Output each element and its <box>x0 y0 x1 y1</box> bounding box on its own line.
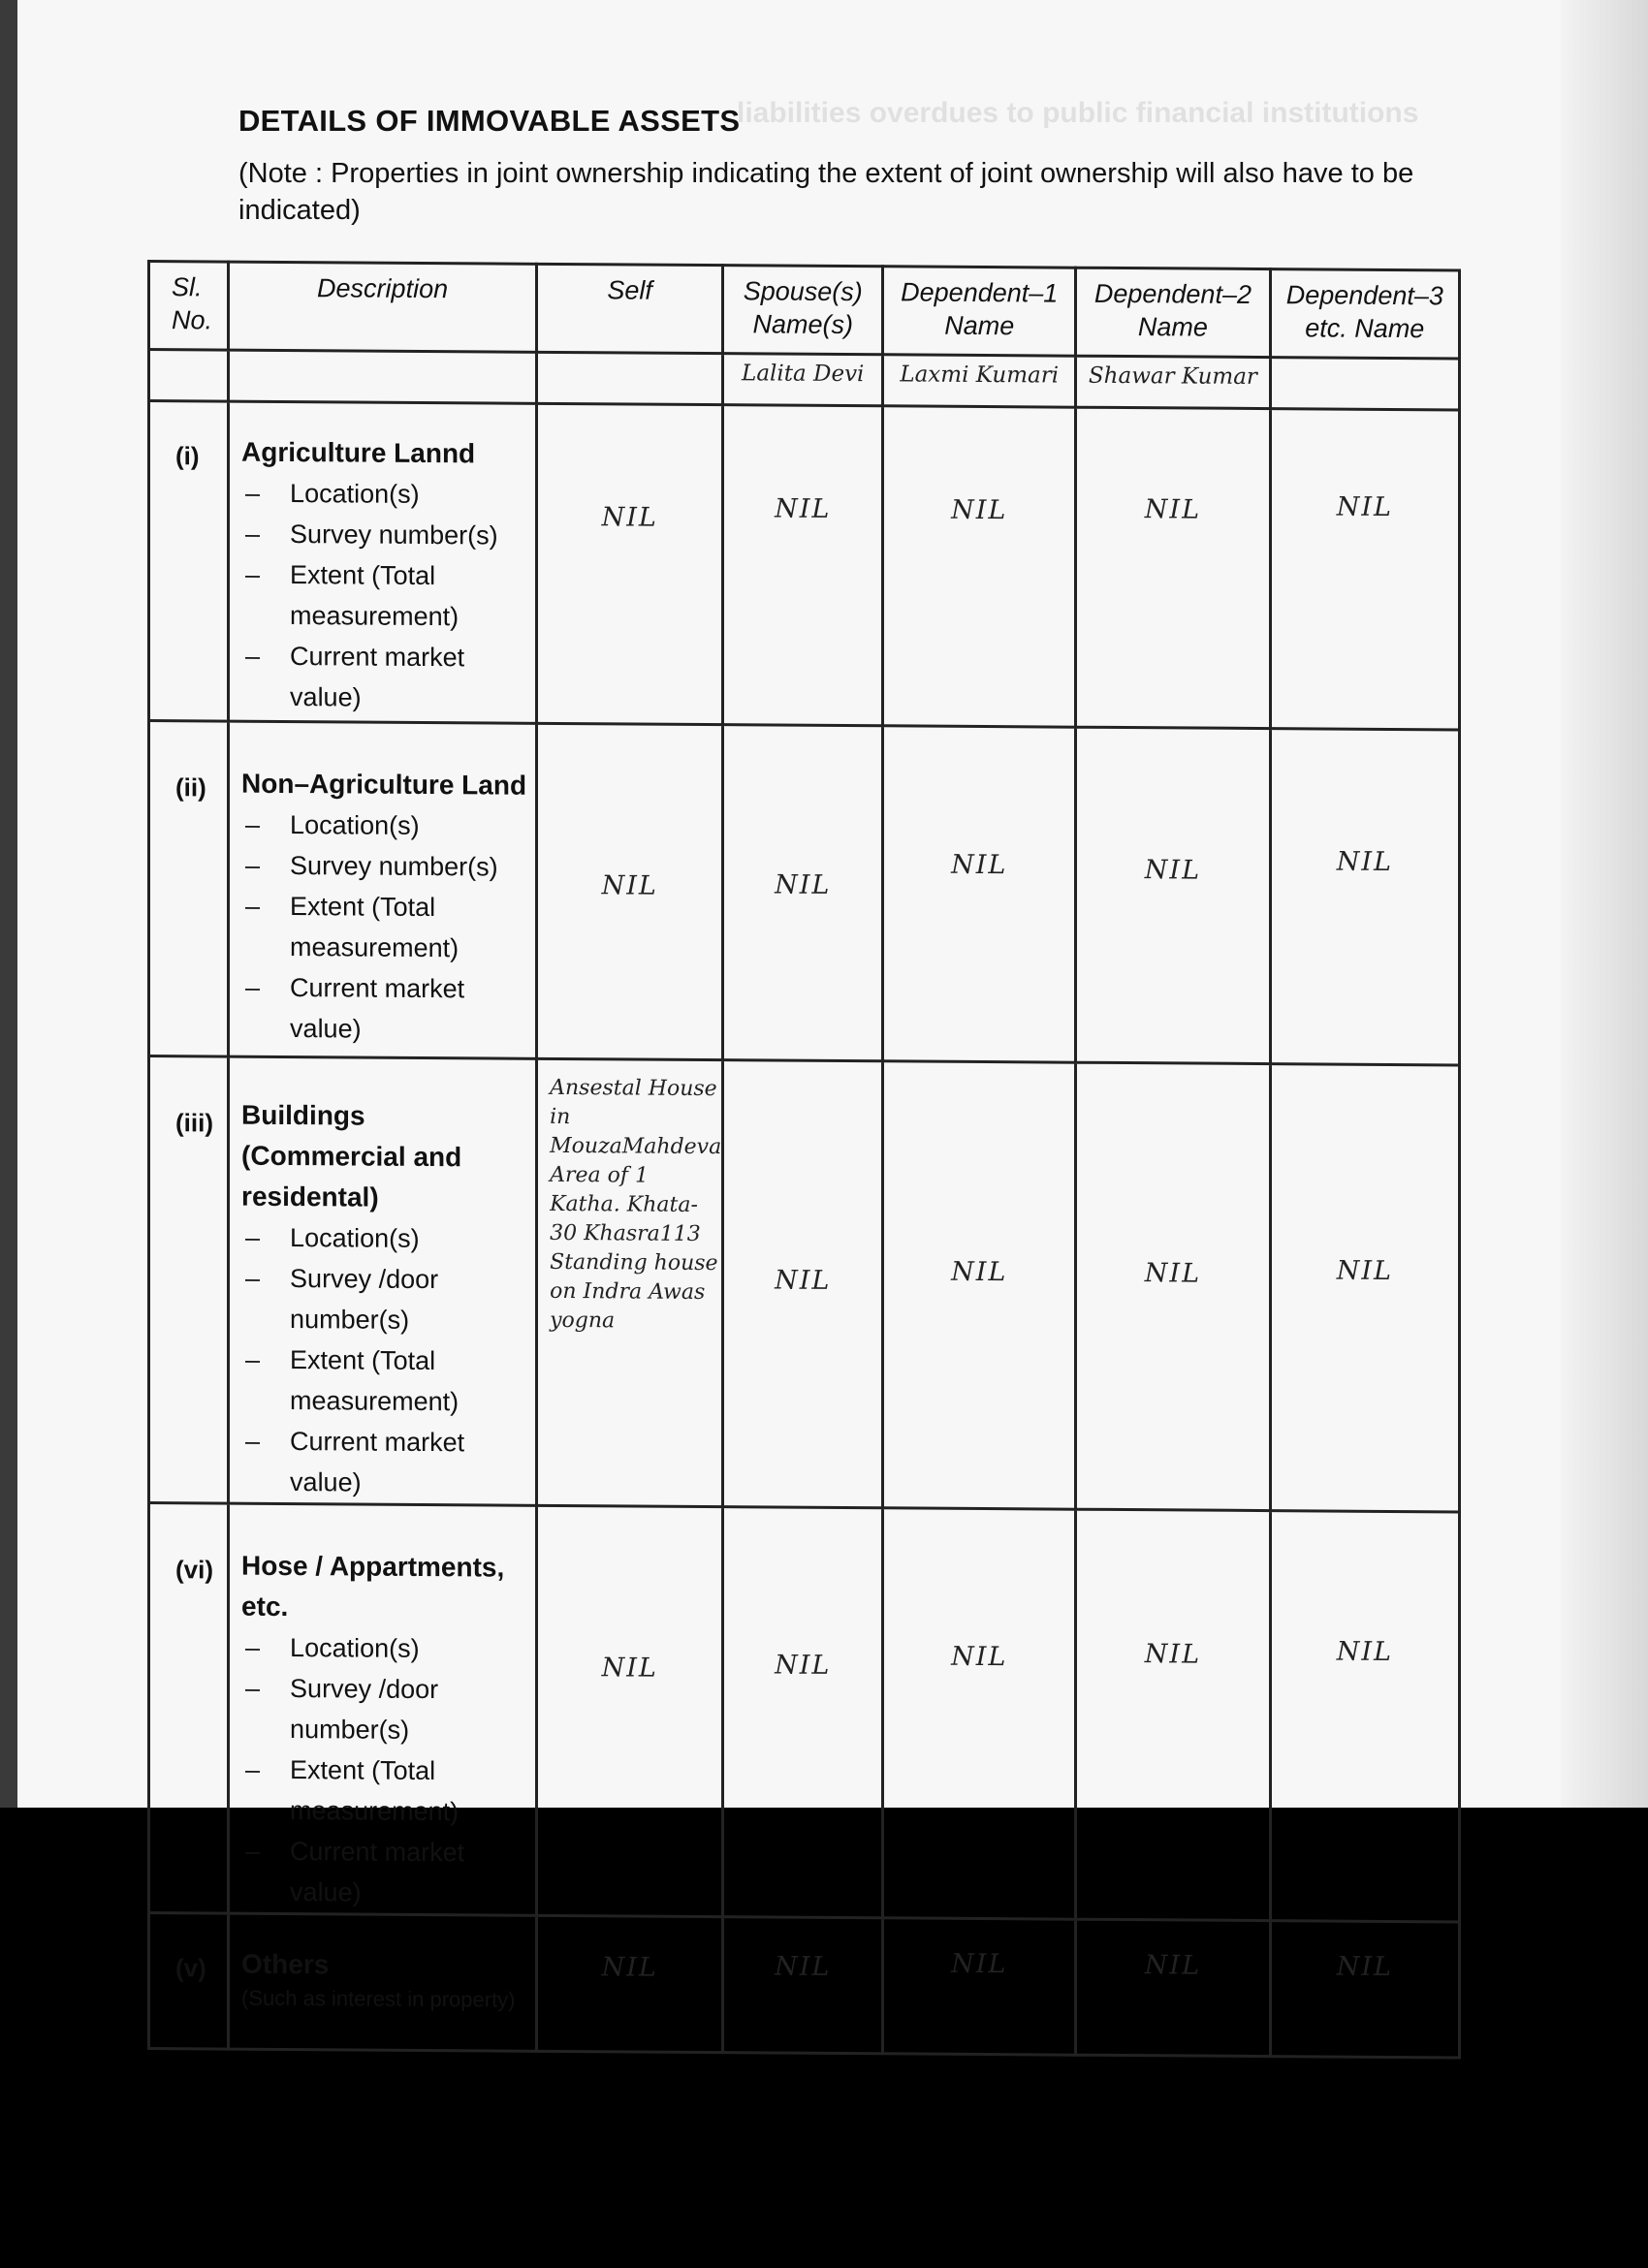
section-description <box>229 721 537 1058</box>
header-dependent-3: Dependent–3 etc. Name <box>1270 269 1459 359</box>
dependent-1-value: NIL <box>883 1508 1076 1919</box>
dependent-3-value: NIL <box>1270 1511 1459 1922</box>
spouse-value: NIL <box>723 1060 883 1508</box>
section-heading: Buildings (Commercial and residental) <box>241 1099 462 1213</box>
spouse-name: Lalita Devi <box>723 354 883 406</box>
list-item: – Survey number(s) <box>245 850 498 882</box>
dependent-1-name: Laxmi Kumari <box>883 355 1076 407</box>
section-number: (i) <box>149 401 229 722</box>
section-heading: Agriculture Lannd <box>241 436 476 469</box>
section-description <box>229 1913 537 2051</box>
table-row <box>149 721 1460 1065</box>
dependent-2-value: NIL <box>1076 1509 1270 1920</box>
dependent-2-value: NIL <box>1076 1062 1270 1510</box>
table-row <box>149 1056 1460 1512</box>
list-item: – Location(s) <box>245 809 420 840</box>
table-row <box>149 401 1460 730</box>
section-number: (vi) <box>149 1503 229 1914</box>
section-number: (v) <box>149 1913 229 2050</box>
dependent-3-value: NIL <box>1270 409 1459 730</box>
self-value: NIL <box>537 403 723 724</box>
header-sl: Sl. No. <box>149 262 229 351</box>
list-item: – Survey number(s) <box>245 519 498 551</box>
list-item: – Location(s) <box>245 1222 420 1253</box>
section-number: (iii) <box>149 1056 229 1504</box>
dependent-2-name: Shawar Kumar <box>1076 356 1270 408</box>
header-self: Self <box>537 264 723 353</box>
list-item: – Extent (Total measurement) <box>245 559 460 632</box>
list-item: – Extent (Total measurement) <box>245 891 460 963</box>
dependent-2-value: NIL <box>1076 727 1270 1063</box>
header-dependent-2: Dependent–2 Name <box>1076 268 1270 357</box>
section-heading: Hose / Appartments, etc. <box>241 1550 505 1622</box>
page-title: DETAILS OF IMMOVABLE ASSETS <box>238 104 741 138</box>
section-subnote: (Such as interest in property) <box>241 1985 516 2012</box>
names-row <box>149 350 1460 410</box>
assets-table <box>147 260 1461 2059</box>
dependent-1-value: NIL <box>883 726 1076 1062</box>
dependent-1-value: NIL <box>883 406 1076 727</box>
list-item: – Location(s) <box>245 1632 420 1663</box>
self-value: NIL <box>537 1505 723 1916</box>
self-value-handwritten: Ansestal House in MouzaMahdeva Area of 1 Katha. Khata-30 Khasra113 Standing house on Indra Awas yogna <box>537 1058 723 1506</box>
dependent-3-value: NIL <box>1270 1064 1459 1512</box>
list-item: – Extent (Total measurement) <box>245 1754 460 1827</box>
list-item: – Current market value) <box>245 1426 465 1497</box>
self-value: NIL <box>537 723 723 1059</box>
list-item: – Current market value) <box>245 641 465 712</box>
table-row <box>149 1913 1460 2058</box>
note-text: (Note : Properties in joint ownership indicating the extent of joint ownership will also have to be indicated) <box>238 158 1414 226</box>
table-row <box>149 1503 1460 1922</box>
list-item: – Extent (Total measurement) <box>245 1344 460 1417</box>
spouse-value: NIL <box>723 1507 883 1918</box>
scan-left-edge <box>0 0 17 1808</box>
section-heading: Others <box>241 1948 330 1980</box>
section-description <box>229 1503 537 1915</box>
list-item: – Location(s) <box>245 478 420 509</box>
header-row <box>149 262 1460 359</box>
dependent-2-value: NIL <box>1076 407 1270 728</box>
dependent-3-value: NIL <box>1270 1921 1459 2058</box>
header-dependent-1: Dependent–1 Name <box>883 267 1076 356</box>
dependent-1-value: NIL <box>883 1918 1076 2055</box>
list-item: – Survey /door number(s) <box>245 1263 439 1335</box>
dependent-1-value: NIL <box>883 1061 1076 1509</box>
dependent-3-value: NIL <box>1270 729 1459 1065</box>
section-number: (ii) <box>149 721 229 1057</box>
spouse-value: NIL <box>723 1917 883 2054</box>
scan-right-edge <box>1561 0 1648 1808</box>
spouse-value: NIL <box>723 725 883 1061</box>
section-heading: Non–Agriculture Land <box>241 768 527 801</box>
bleed-through-text: liabilities overdues to public financial institutions <box>737 97 1419 129</box>
section-description <box>229 1056 537 1505</box>
spouse-value: NIL <box>723 405 883 726</box>
section-description <box>229 401 537 723</box>
dependent-2-value: NIL <box>1076 1919 1270 2056</box>
list-item: – Current market value) <box>245 972 465 1044</box>
list-item: – Current market value) <box>245 1836 465 1907</box>
header-spouse: Spouse(s) Name(s) <box>723 266 883 355</box>
list-item: – Survey /door number(s) <box>245 1673 439 1745</box>
header-description: Description <box>229 262 537 352</box>
self-value: NIL <box>537 1915 723 2052</box>
